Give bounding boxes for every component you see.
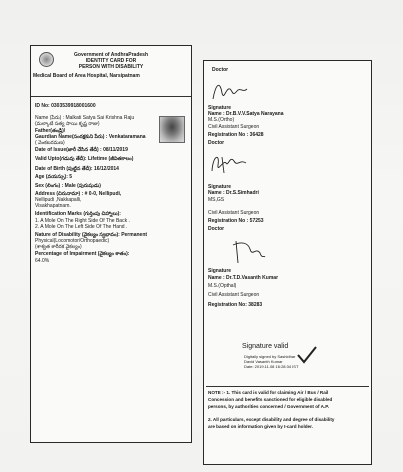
signature-valid-title: Signature valid bbox=[242, 343, 289, 350]
doctor-1-doctor-label: Doctor bbox=[208, 140, 225, 146]
date-of-issue: Date of Issue(జారీ చేసిన తేదీ) : 08/11/2019 bbox=[35, 147, 128, 153]
address-line-1: Address (చిరునామా) : # 0-0, Nellipudi, bbox=[35, 191, 122, 197]
percentage-label: Percentage of Impairment (వైకల్యం శాతం): bbox=[35, 251, 130, 257]
header-disability: PERSON WITH DISABILITY bbox=[78, 64, 144, 70]
doctor-3-signature-label: Signature bbox=[208, 268, 232, 274]
note-line-5: are based on information given by I-card holder. bbox=[208, 424, 313, 429]
doctor-label-top: Doctor bbox=[212, 67, 229, 73]
doctor-2-designation: Civil Assistant Surgeon bbox=[208, 210, 260, 216]
doctor-3-signature bbox=[230, 237, 266, 267]
divider bbox=[31, 96, 191, 97]
nature-of-disability: Nature of Disability (వైకల్యం స్వభావం): Permanent bbox=[35, 232, 148, 238]
checkmark-icon bbox=[296, 345, 318, 365]
holder-name: Name (పేరు) : Malkati Satya Sai Krishna Raju bbox=[35, 115, 135, 121]
percentage-value: 64.0% bbox=[35, 258, 50, 264]
note-line-4: 2. All particulars, except disability and degree of disability bbox=[208, 417, 335, 422]
doctor-1-qualification: M.S.(Ortho) bbox=[208, 117, 235, 123]
address-line-3: Visakhapatnam. bbox=[35, 203, 71, 209]
doctor-1-name: Name : Dr.B.V.V.Satya Narayana bbox=[208, 111, 284, 117]
digital-signature-line-2: David Vasanth Kumar bbox=[244, 359, 283, 364]
doctor-3-name: Name : Dr.T.D.Vasanth Kumar bbox=[208, 275, 279, 281]
note-line-3: persons, by authorities concerned / Government of A.P. bbox=[208, 404, 329, 409]
nature-of-disability-telugu: (శాశ్వత శారీరక వైకల్యం) bbox=[35, 244, 82, 250]
father-label: Father(తండ్రి)/ bbox=[35, 128, 66, 134]
address-line-2: Nellipudi ,Nakkapalli, bbox=[35, 197, 82, 203]
id-number: ID No: 0303539918001600 bbox=[35, 103, 96, 109]
digital-signature-line-3: Date: 2019.11.08 16:28:34 IST bbox=[244, 364, 299, 369]
doctor-3-qualification: M.S.(Opthal) bbox=[208, 283, 237, 289]
digital-signature-line-1: Digitally signed by Sashidhar bbox=[244, 354, 296, 359]
doctor-1-designation: Civil Assistant Surgeon bbox=[208, 124, 260, 130]
doctor-2-signature bbox=[208, 149, 250, 177]
note-line-2: Concession and benefits sanctioned for eligible disabled bbox=[208, 397, 333, 402]
doctor-3-designation: Civil Assistant Surgeon bbox=[208, 292, 260, 298]
doctor-3-registration: Registration No: 38283 bbox=[208, 302, 263, 308]
header-identity-card: IDENTITY CARD FOR bbox=[85, 58, 137, 64]
nature-of-disability-type: Physical(Locomotor/Orthopaedic) bbox=[35, 238, 110, 244]
identity-card-front bbox=[30, 45, 192, 443]
note-line-1: NOTE :- 1. This card is valid for claiming Air / Bus / Rail bbox=[208, 390, 329, 395]
doctor-1-registration: Registration No : 36428 bbox=[208, 132, 264, 138]
identification-marks-label: Identification Marks (గుర్తింపు చిహ్నాలు): bbox=[35, 211, 121, 217]
sex: Sex (లింగం) : Male (పురుషుడు) bbox=[35, 183, 101, 189]
valid-upto: Valid Upto(గడువు తేదీ): Lifetime (జీవితకాలం) bbox=[35, 156, 134, 162]
doctor-2-signature-label: Signature bbox=[208, 184, 232, 190]
medical-board: Medical Board of Area Hospital, Narsipatnam bbox=[33, 73, 140, 79]
identity-card-back bbox=[203, 60, 372, 465]
doctor-2-qualification: MS,GS bbox=[208, 197, 225, 203]
doctor-2-doctor-label: Doctor bbox=[208, 226, 225, 232]
header-government: Government of AndhraPradesh bbox=[74, 52, 148, 58]
identification-mark-1: 1. A Mole On The Right Side Of The Back . bbox=[35, 218, 130, 224]
note-divider bbox=[206, 386, 369, 387]
holder-photo bbox=[159, 116, 185, 143]
doctor-2-registration: Registration No : 57253 bbox=[208, 218, 264, 224]
holder-name-telugu: (మల్కాటి సత్య సాయి కృష్ణ రాజు) bbox=[35, 121, 100, 127]
guardian-name-telugu: ( వెంకటరమణ) bbox=[35, 140, 65, 146]
doctor-2-name: Name : Dr.S.Simhadri bbox=[208, 190, 259, 196]
date-of-birth: Date of Birth (పుట్టిన తేదీ): 16/12/2014 bbox=[35, 166, 119, 172]
age: Age (వయస్సు): 5 bbox=[35, 174, 73, 180]
guardian-name: Gaurdian Name(సంరక్షకుని పేరు) : Venkataramana bbox=[35, 134, 146, 140]
doctor-1-signature-label: Signature bbox=[208, 105, 232, 111]
identification-mark-2: 2. A Mole On The Left Side Of The Hand . bbox=[35, 224, 128, 230]
doctor-1-signature bbox=[210, 79, 250, 103]
